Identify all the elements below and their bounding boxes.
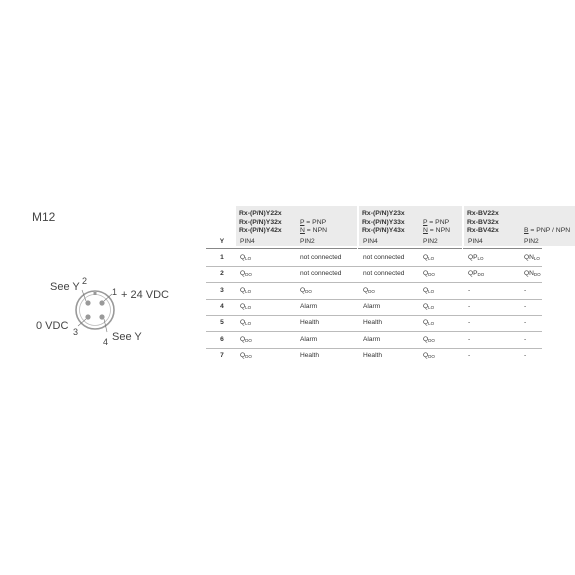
table-cell: Alarm [300,302,318,310]
table-cell: - [524,351,527,359]
legend-text: = NPN [427,227,451,234]
table-cell [423,270,435,277]
model-name: Rx-BV22x [467,210,499,217]
table-cell [423,319,434,326]
group-models [362,210,405,236]
table-cell: Alarm [300,335,318,343]
pin3-label: 0 VDC [36,320,69,332]
output-symbol: Q [423,319,429,327]
output-symbol: Q [240,254,246,261]
row-y-value: 3 [220,286,224,294]
legend-text: = PNP / NPN [528,227,571,234]
legend-entry [423,219,450,228]
pin1-number: 1 [112,287,118,297]
legend-key: N [300,227,305,234]
pin1-label: + 24 VDC [121,289,169,301]
output-subscript: DO [368,288,375,294]
output-symbol: QN [524,254,534,261]
output-symbol: Q [240,319,246,327]
output-subscript: LO [245,321,252,327]
group-legend [524,227,570,236]
output-symbol: Q [240,351,246,359]
column-header: PIN4 [363,238,378,245]
legend-key: N [423,227,428,234]
output-symbol: Q [423,254,429,261]
row-y-value: 2 [220,270,224,278]
row-y-value: 1 [220,254,224,261]
table-cell [524,254,540,261]
output-symbol: Q [240,335,246,343]
legend-entry [300,227,327,236]
column-header: PIN4 [468,238,483,245]
row-rule [206,299,542,300]
column-header: PIN2 [423,238,438,245]
header-rule [206,248,542,249]
output-subscript: DO [428,337,435,343]
pin4-number: 4 [103,337,109,347]
legend-key: P [423,218,428,226]
group-separator [462,206,463,366]
pin-assignment-table [0,206,575,386]
model-name: Rx-(P/N)Y33x [362,218,405,226]
row-y-value: 5 [220,319,224,327]
table-cell [468,254,484,261]
row-rule [206,282,542,283]
row-y-value: 7 [220,351,224,359]
output-symbol: QP [468,270,478,278]
output-symbol: Q [423,302,429,310]
table-cell [423,303,434,310]
table-cell [240,303,251,310]
table-cell: - [468,351,471,359]
table-cell: not connected [300,270,342,278]
table-cell [240,319,251,326]
group-models [467,210,499,236]
table-cell: Alarm [363,335,381,343]
model-name: Rx-(P/N)Y32x [239,218,282,226]
output-symbol: QN [524,270,534,278]
table-cell [468,270,484,277]
group-legend [300,219,327,236]
row-rule [206,331,542,332]
legend-text: = PNP [427,218,450,226]
output-symbol: QP [468,254,478,261]
output-subscript: LO [245,304,252,310]
column-header: PIN4 [240,238,255,245]
table-cell: Health [363,351,383,359]
table-cell: not connected [363,270,405,278]
column-header: PIN2 [300,238,315,245]
output-symbol: Q [363,286,369,294]
table-cell: not connected [300,254,342,261]
model-name: Rx-BV32x [467,218,499,226]
output-subscript: LO [428,288,435,294]
table-cell: - [468,286,471,294]
output-subscript: LO [428,304,435,310]
table-cell [300,287,312,294]
output-symbol: Q [240,286,246,294]
output-subscript: DO [245,272,252,278]
model-name: Rx-(P/N)Y23x [362,210,405,217]
output-subscript: DO [533,272,541,278]
output-symbol: Q [423,335,429,343]
table-cell [423,287,434,294]
table-cell: - [524,319,527,327]
output-symbol: Q [300,286,306,294]
output-symbol: Q [423,270,429,278]
output-symbol: Q [423,286,429,294]
table-cell: Health [300,351,320,359]
pin2-number: 2 [82,276,88,286]
column-header: PIN2 [524,238,539,245]
table-cell [240,336,252,343]
output-subscript: DO [428,272,435,278]
row-y-value: 6 [220,335,224,343]
model-name: Rx-(P/N)Y42x [239,227,282,234]
legend-text: = PNP [304,218,327,226]
table-cell [240,352,252,359]
row-rule [206,266,542,267]
legend-text: = NPN [304,227,328,234]
table-cell [524,270,541,277]
table-cell [423,352,435,359]
connector-title: M12 [32,210,56,224]
legend-entry [423,227,450,236]
output-symbol: Q [423,351,429,359]
table-cell [363,287,375,294]
table-cell: - [524,335,527,343]
table-cell: Alarm [363,302,381,310]
output-subscript: LO [533,256,540,261]
group-legend [423,219,450,236]
row-rule [206,348,542,349]
table-cell: Health [300,319,320,327]
table-cell: not connected [363,254,405,261]
legend-entry [524,227,570,236]
table-cell [240,287,251,294]
table-cell: Health [363,319,383,327]
legend-entry [300,219,327,228]
output-subscript: LO [428,256,435,261]
output-subscript: LO [428,321,435,327]
table-cell [423,254,434,261]
model-name: Rx-(P/N)Y22x [239,210,282,217]
table-cell: - [468,319,471,327]
pin4-label: See Y [112,331,142,343]
row-y-value: 4 [220,302,224,310]
output-symbol: Q [240,270,246,278]
y-header: Y [219,238,225,245]
output-subscript: LO [245,256,252,261]
output-subscript: DO [245,353,252,359]
table-cell [240,254,251,261]
table-cell [240,270,252,277]
output-subscript: DO [305,288,312,294]
row-rule [206,315,542,316]
model-name: Rx-BV42x [467,227,499,234]
legend-key: B [524,227,529,234]
group-models [239,210,282,236]
output-subscript: DO [477,272,485,278]
output-subscript: LO [245,288,252,294]
group-separator [357,206,358,366]
output-subscript: DO [428,353,435,359]
table-cell: - [468,302,471,310]
model-name: Rx-(P/N)Y43x [362,227,405,234]
pin2-label: See Y [50,281,80,293]
table-cell: - [524,286,527,294]
output-symbol: Q [240,302,246,310]
output-subscript: DO [245,337,252,343]
output-subscript: LO [477,256,484,261]
table-cell [423,336,435,343]
pin3-number: 3 [73,327,79,337]
legend-key: P [300,218,305,226]
table-cell: - [468,335,471,343]
table-cell: - [524,302,527,310]
